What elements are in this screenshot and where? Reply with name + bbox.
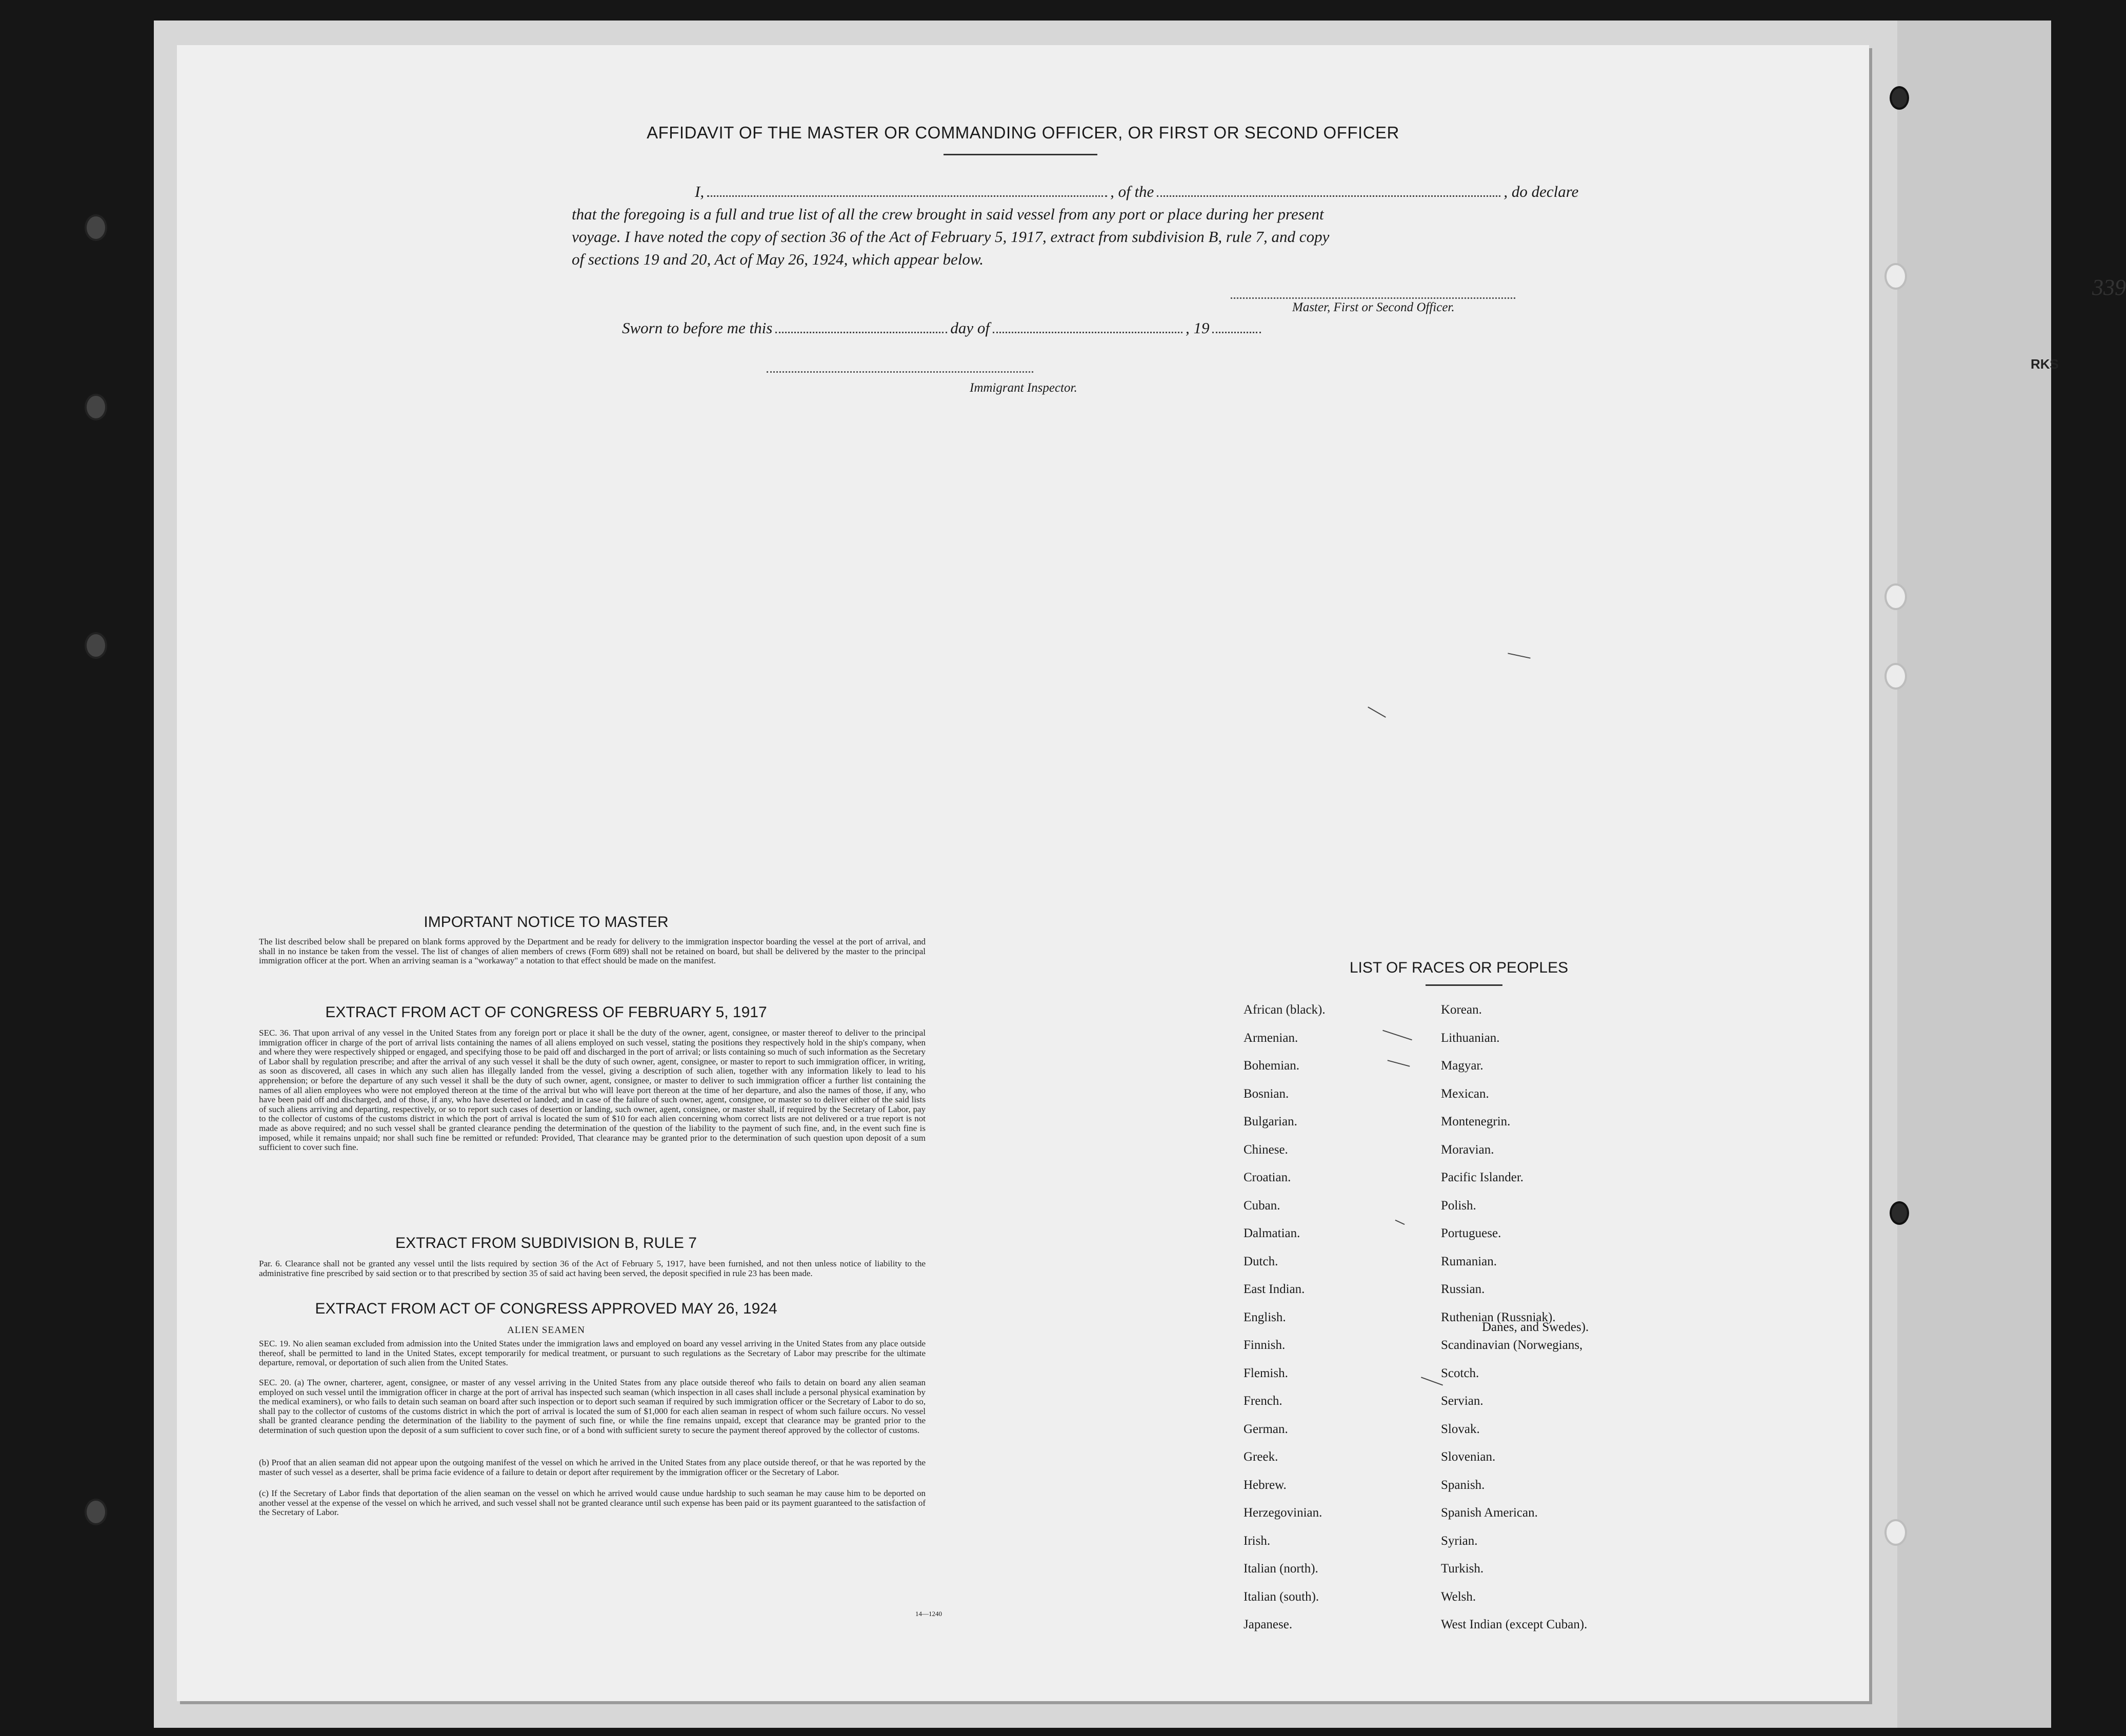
race-item: Italian (south).: [1243, 1589, 1319, 1604]
race-item: Magyar.: [1441, 1059, 1483, 1073]
race-item: Scotch.: [1441, 1366, 1479, 1380]
race-item: Polish.: [1441, 1198, 1476, 1213]
pencil-mark: [1395, 1220, 1405, 1225]
race-item: German.: [1243, 1422, 1288, 1436]
race-item: Japanese.: [1243, 1618, 1293, 1631]
race-item: Syrian.: [1441, 1533, 1478, 1548]
race-item: Ruthenian (Russniak).: [1441, 1310, 1556, 1324]
race-item: Moravian.: [1441, 1142, 1494, 1157]
affidavit-line-1: [572, 183, 1592, 201]
race-item: Italian (north).: [1243, 1562, 1318, 1576]
race-item-continuation: Danes, and Swedes).: [1482, 1320, 1589, 1334]
manifest-page: [177, 45, 1869, 1701]
underlying-handwritten-number: 339: [2092, 275, 2126, 300]
binder-hole-icon: [85, 1499, 107, 1525]
sworn-line: [622, 319, 1642, 337]
race-item: Pacific Islander.: [1441, 1170, 1524, 1184]
races-title: LIST OF RACES OR PEOPLES: [1349, 959, 1569, 976]
race-item: Servian.: [1441, 1394, 1483, 1408]
race-item: Bosnian.: [1243, 1086, 1289, 1101]
master-signature-line: [1231, 297, 1515, 299]
sworn-end: , 19: [1185, 319, 1210, 337]
race-item: Spanish.: [1441, 1478, 1485, 1492]
vessel-blank: [1157, 193, 1500, 197]
affidavit-title: AFFIDAVIT OF THE MASTER OR COMMANDING OFFICER, OR FIRST OR SECOND OFFICER: [647, 123, 1399, 142]
race-item: Lithuanian.: [1441, 1031, 1500, 1045]
race-item: Welsh.: [1441, 1589, 1476, 1604]
race-item: Russian.: [1441, 1282, 1485, 1296]
extract-1924-subtitle: ALIEN SEAMEN: [507, 1325, 585, 1336]
race-item: Irish.: [1243, 1533, 1271, 1548]
extract-1924-sec20b: (b) Proof that an alien seaman did not appear upon the outgoing manifest of the vessel on which he arrived in the United States from any place outside thereof, or that he was reported by the master of such vessel as a deserter, shall be prima facie evidence of a failure to detain or deport after requirement by the immigration officer or the Secretary of Labor.: [259, 1458, 926, 1477]
binder-hole-icon: [1884, 583, 1907, 610]
binder-hole-icon: [85, 632, 107, 659]
sworn-day-blank: [775, 330, 947, 333]
race-item: Mexican.: [1441, 1086, 1489, 1101]
pencil-mark: [1388, 1060, 1410, 1067]
race-item: Finnish.: [1243, 1338, 1286, 1352]
affidavit-line1-end: , do declare: [1503, 183, 1579, 200]
extract-1917-text: SEC. 36. That upon arrival of any vessel in the United States from any foreign port or place it shall be the duty of the owner, agent, consignee, or master thereof to deliver to the principal immigration officer in charge of the port of arrival lists containing the names of all aliens employed on such vessel, stating the positions they respectively hold in the ship's company, when and where they were respectively shipped or engaged, and specifying those to be paid off and discharged in the port of arrival; or lists containing so much of such information as the Secretary of Labor shall by regulation prescribe; and after the arrival of any such vessel it shall be the duty of such owner, agent, consignee, or master to report to such immigration officer, in writing, as soon as discovered, all cases in which any such alien has illegally landed from the vessel, giving a description of such alien, together with any information likely to lead to his apprehension; or before the departure of any such vessel it shall be the duty of such owner, agent, consignee, or master to deliver to such immigration officer a further list containing the names of all alien employees who were not employed thereon at the time of the arrival but who will leave port thereon at the time of her departure, and also the names of those, if any, who have been paid off and discharged, and of those, if any, who have deserted or landed; and in case of the failure of such owner, agent, consignee, or master so to deliver either of the said lists of such aliens arriving and departing, respectively, or so to report such cases of desertion or landing, such owner, agent, consignee, or master shall, if required by the Secretary of Labor, pay to the collector of customs of the customs district in which the port of arrival is located the sum of $10 for each alien concerning whom correct lists are not delivered or a true report is not made as above required; and no such vessel shall be granted clearance pending the determination of the question of the liability to the payment of such fine, and, in the event such fine is imposed, while it remains unpaid; nor shall such fine be remitted or refunded: Provided, That clearance may be granted prior to the determination of such question upon deposit of a sum sufficient to cover such fine.: [259, 1028, 926, 1153]
affidavit-line-2: that the foregoing is a full and true list of all the crew brought in said vessel from any port or place during her present: [572, 205, 1324, 223]
inspector-signature-line: [767, 371, 1033, 373]
pencil-mark: [1508, 653, 1530, 658]
extract-1924-title: EXTRACT FROM ACT OF CONGRESS APPROVED MAY 26, 1924: [315, 1300, 777, 1317]
extract-1917-title: EXTRACT FROM ACT OF CONGRESS OF FEBRUARY 5, 1917: [325, 1004, 767, 1021]
notice-text: The list described below shall be prepared on blank forms approved by the Department and be ready for delivery to the immigration inspector boarding the vessel at the port of arrival, and shall in no instance be taken from the vessel. The list of changes of alien members of crews (Form 689) shall not be retained on board, but shall be delivered by the master to the principal immigration officer at the port. When an arriving seaman is a "workaway" a notation to that effect should be made on the manifest.: [259, 937, 926, 966]
extract-1924-sec20a: SEC. 20. (a) The owner, charterer, agent, consignee, or master of any vessel arriving in the United States from any place outside thereof who fails to detain on board any alien seaman employed on such vessel until the immigration officer in charge at the port of arrival has inspected such seaman (which inspection in all cases shall include a personal physical examination by the medical examiners), or who fails to detain such seaman on board after such inspection or to deport such seaman if required by such immigration officer or the Secretary of Labor to do so, shall pay to the collector of customs of the customs district in which the port of arrival is located the sum of $1,000 for each alien seaman in respect of whom such failure occurs. No vessel shall be granted clearance pending the determination of the liability to the payment of such fine, or while the fine remains unpaid, except that clearance may be granted prior to the determination of such question upon the deposit of a sum sufficient to cover such fine, or of a bond with sufficient surety to secure the payment thereof approved by the collector of customs.: [259, 1378, 926, 1435]
race-item: Greek.: [1243, 1450, 1278, 1464]
affidavit-line-3: voyage. I have noted the copy of section 36 of the Act of February 5, 1917, extract from subdivision B, rule 7, and copy: [572, 228, 1330, 246]
sworn-mid: day of: [950, 319, 990, 337]
race-item: Bohemian.: [1243, 1059, 1300, 1073]
title-underline: [944, 154, 1097, 155]
race-item: Korean.: [1441, 1003, 1482, 1017]
binder-hole-icon: [1890, 1201, 1909, 1225]
sworn-year-blank: [1212, 330, 1261, 333]
race-item: French.: [1243, 1394, 1282, 1408]
affidavit-line-4: of sections 19 and 20, Act of May 26, 1924, which appear below.: [572, 250, 984, 268]
race-item: Flemish.: [1243, 1366, 1288, 1380]
extract-rule7-title: EXTRACT FROM SUBDIVISION B, RULE 7: [395, 1235, 697, 1251]
pencil-mark: [1382, 1030, 1412, 1040]
race-item: Hebrew.: [1243, 1478, 1287, 1492]
race-item: African (black).: [1243, 1003, 1326, 1017]
races-title-underline: [1426, 984, 1502, 986]
race-item: Turkish.: [1441, 1562, 1484, 1576]
extract-1924-sec19: SEC. 19. No alien seaman excluded from admission into the United States under the immigration laws and employed on board any vessel arriving in the United States from any place outside thereof, shall be permitted to land in the United States, except temporarily for medical treatment, or pursuant to such regulations as the Secretary of Labor may prescribe for the ultimate departure, removal, or deportation of such alien from the United States.: [259, 1339, 926, 1368]
race-item: Slovenian.: [1441, 1450, 1496, 1464]
race-item: Portuguese.: [1441, 1226, 1501, 1240]
underlying-heading-fragment: RKS: [2031, 356, 2059, 372]
extract-rule7-text: Par. 6. Clearance shall not be granted any vessel until the lists required by section 36 of the Act of February 5, 1917, have been furnished, and not then unless notice of liability to the administrative fine prescribed by said section or to that prescribed by section 35 of said act having been served, the deposit specified in rule 23 has been made.: [259, 1259, 926, 1278]
race-item: Dutch.: [1243, 1254, 1278, 1268]
binder-hole-icon: [1884, 263, 1907, 290]
binder-hole-icon: [85, 394, 107, 420]
sworn-month-blank: [993, 330, 1182, 333]
race-item: Slovak.: [1441, 1422, 1480, 1436]
race-item: Rumanian.: [1441, 1254, 1497, 1268]
binder-hole-icon: [1884, 1519, 1907, 1546]
sworn-start: Sworn to before me this: [622, 319, 773, 337]
master-signature-label: Master, First or Second Officer.: [1292, 300, 1455, 314]
race-item: West Indian (except Cuban).: [1441, 1618, 1588, 1631]
race-item: Herzegovinian.: [1243, 1506, 1322, 1520]
form-number: 14—1240: [915, 1610, 942, 1618]
race-item: East Indian.: [1243, 1282, 1305, 1296]
name-blank: [707, 193, 1107, 197]
affidavit-line1-start: I,: [695, 183, 705, 200]
extract-1924-sec20c: (c) If the Secretary of Labor finds that deportation of the alien seaman on the vessel on which he arrived would cause undue hardship to such seaman he may cause him to be deported on another vessel at the expense of the vessel on which he arrived, and such vessel shall not be granted clearance until such expense has been paid or its payment guaranteed to the satisfaction of the Secretary of Labor.: [259, 1488, 926, 1518]
binder-hole-icon: [85, 214, 107, 241]
race-item: English.: [1243, 1310, 1286, 1324]
race-item: Spanish American.: [1441, 1506, 1538, 1520]
binder-hole-icon: [1884, 663, 1907, 690]
affidavit-line1-mid: , of the: [1110, 183, 1154, 200]
pencil-mark: [1368, 706, 1386, 718]
race-item: Scandinavian (Norwegians,: [1441, 1338, 1583, 1352]
race-item: Croatian.: [1243, 1170, 1291, 1184]
race-item: Chinese.: [1243, 1142, 1288, 1157]
race-item: Cuban.: [1243, 1198, 1280, 1213]
race-item: Montenegrin.: [1441, 1115, 1511, 1128]
race-item: Armenian.: [1243, 1031, 1298, 1045]
notice-title: IMPORTANT NOTICE TO MASTER: [424, 914, 669, 931]
inspector-signature-label: Immigrant Inspector.: [970, 381, 1077, 395]
underlying-sheet-edge: [1897, 21, 2051, 1728]
binder-hole-icon: [1890, 86, 1909, 110]
pencil-mark: [1421, 1377, 1443, 1385]
race-item: Dalmatian.: [1243, 1226, 1300, 1240]
race-item: Bulgarian.: [1243, 1115, 1297, 1128]
